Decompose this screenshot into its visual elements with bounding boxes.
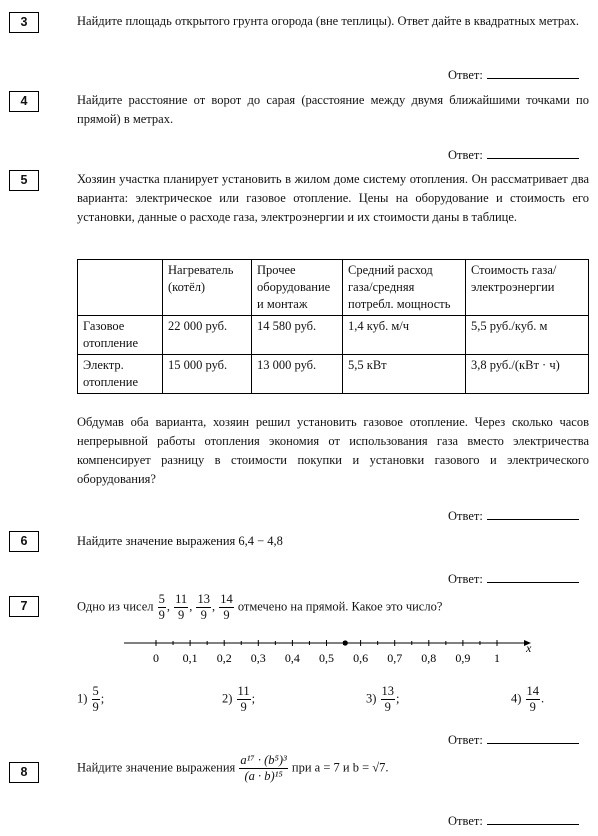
axis-tick-label: 0,4 xyxy=(284,651,300,665)
task-text: Одно из чисел $\frac{5}{9}$ , $\frac{11}{9}$ , $\frac{13}{9}$ , $\frac{14}{9}$ отмечено на прямой. Какое это число? xyxy=(77,592,443,622)
answer-field[interactable] xyxy=(448,64,579,83)
answer-field[interactable] xyxy=(448,729,579,748)
axis-tick-label: 0,5 xyxy=(319,651,334,665)
expression-fraction: $\frac{\text{a¹⁷ · (b⁵)³}}{\text{(a · b)¹⁵}}$ xyxy=(240,753,287,783)
answer-field[interactable] xyxy=(448,144,579,163)
task-question: Обдумав оба варианта, хозяин решил установить газовое отопление. Через сколько часов непрерывной работы отопления экономия от использования газа вместо электричества компенсирует разницу в стоимости покупки и установки газового и электрического оборудования? xyxy=(77,415,589,486)
answer-label: Ответ: xyxy=(448,148,483,162)
table-header-row xyxy=(78,260,589,316)
table-row xyxy=(78,316,589,355)
task-text: Хозяин участка планирует установить в жилом доме систему отопления. Он рассматривает два варианта: электрическое или газовое отопление. Цены на оборудование и стоимость его установки, данные о расходе газа, электроэнергии и их стоимости даны в таблице. xyxy=(77,172,589,224)
task-text-after: при a = 7 и b = √7. xyxy=(291,760,389,775)
table-cell: Электр. отопление xyxy=(78,355,163,394)
table-row xyxy=(78,355,589,394)
table-cell: 5,5 кВт xyxy=(343,355,466,394)
task-number: 8 xyxy=(9,762,39,783)
task-number: 4 xyxy=(9,91,39,112)
axis-tick-label: 0,2 xyxy=(216,651,232,665)
task-text xyxy=(77,753,388,784)
task-text-after: отмечено на прямой. Какое это число? xyxy=(237,599,443,614)
option-2[interactable]: 2) $\frac{11}{9}$ ; xyxy=(222,684,256,714)
fraction: $\frac{5}{9}$ xyxy=(158,592,165,622)
table-header: Средний расход газа/средняя потребл. мощность xyxy=(343,260,466,316)
answer-field[interactable] xyxy=(448,568,579,587)
table-cell: Газовое отопление xyxy=(78,316,163,355)
task-number: 6 xyxy=(9,531,39,552)
fraction: $\frac{14}{9}$ xyxy=(220,592,233,622)
axis-tick-label: 0,3 xyxy=(250,651,266,665)
answer-label: Ответ: xyxy=(448,733,483,747)
task-text: Найдите значение выражения 6,4 − 4,8 xyxy=(77,534,283,548)
table-cell: 22 000 руб. xyxy=(163,316,252,355)
answer-field[interactable] xyxy=(448,505,579,524)
table-header xyxy=(78,260,163,316)
table-header: Стоимость газа/ электроэнергии xyxy=(466,260,589,316)
task-text-before: Найдите значение выражения xyxy=(77,760,236,775)
task-number: 7 xyxy=(9,596,39,617)
table-header: Нагреватель (котёл) xyxy=(163,260,252,316)
table-cell: 5,5 руб./куб. м xyxy=(466,316,589,355)
number-line xyxy=(0,630,598,670)
axis-tick-label: 0,8 xyxy=(421,651,437,665)
axis-tick-label: 0,7 xyxy=(387,651,403,665)
table-cell: 13 000 руб. xyxy=(252,355,343,394)
task-number: 5 xyxy=(9,170,39,191)
answer-label: Ответ: xyxy=(448,509,483,523)
axis-tick-label: 0 xyxy=(153,651,159,665)
table-cell: 15 000 руб. xyxy=(163,355,252,394)
fraction: $\frac{11}{9}$ xyxy=(175,592,188,622)
answer-label: Ответ: xyxy=(448,68,483,82)
table-cell: 14 580 руб. xyxy=(252,316,343,355)
option-3[interactable]: 3) $\frac{13}{9}$ ; xyxy=(366,684,400,714)
table-header: Прочее оборудование и монтаж xyxy=(252,260,343,316)
answer-field[interactable] xyxy=(448,810,579,829)
marked-point xyxy=(343,640,348,645)
axis-tick-label: 0,6 xyxy=(353,651,369,665)
task-text-before: Одно из чисел xyxy=(77,599,154,614)
axis-tick-label: 0,1 xyxy=(182,651,198,665)
option-1[interactable]: 1) $\frac{5}{9}$ ; xyxy=(77,684,105,714)
answer-label: Ответ: xyxy=(448,814,483,828)
axis-tick-label: 1 xyxy=(494,651,500,665)
task-text: Найдите площадь открытого грунта огорода (вне теплицы). Ответ дайте в квадратных метрах. xyxy=(77,14,580,28)
task-number: 3 xyxy=(9,12,39,33)
axis-tick-label: 0,9 xyxy=(455,651,471,665)
option-4[interactable]: 4) $\frac{14}{9}$ . xyxy=(511,684,545,714)
heating-table xyxy=(77,259,589,394)
table-cell: 3,8 руб./(кВт · ч) xyxy=(466,355,589,394)
answer-label: Ответ: xyxy=(448,572,483,586)
fraction: $\frac{13}{9}$ xyxy=(197,592,210,622)
axis-variable: x xyxy=(526,641,532,655)
task-text: Найдите расстояние от ворот до сарая (расстояние между двумя ближайшими точками по прямой) в метрах. xyxy=(77,93,589,126)
table-cell: 1,4 куб. м/ч xyxy=(343,316,466,355)
